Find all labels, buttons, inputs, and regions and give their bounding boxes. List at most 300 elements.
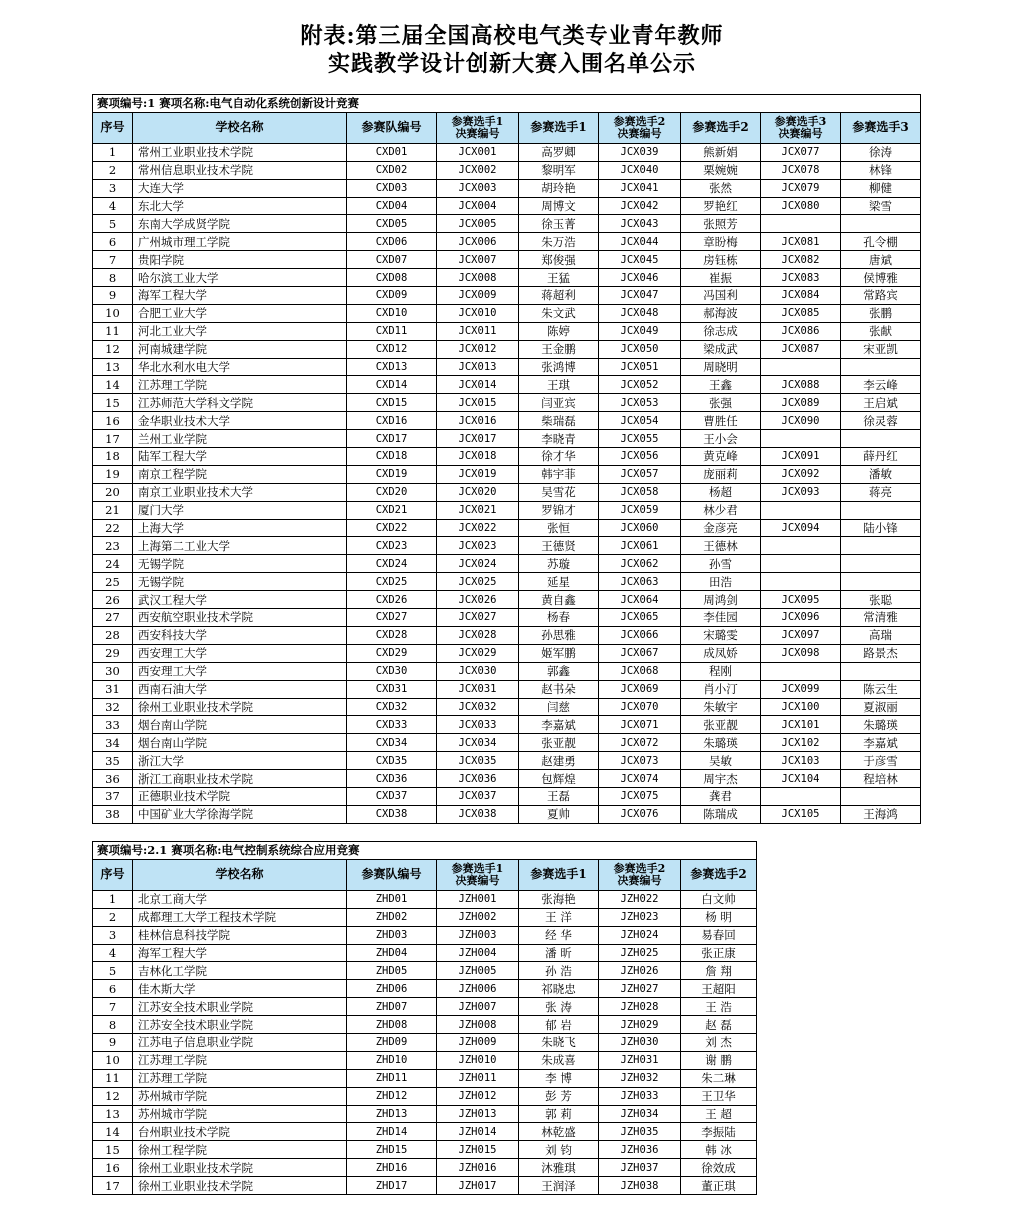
table-cell: JZH028 — [599, 998, 681, 1016]
table-cell: 8 — [93, 269, 133, 287]
table-cell: JZH033 — [599, 1087, 681, 1105]
table-cell: 肖小汀 — [681, 680, 761, 698]
table-cell: JCX068 — [599, 662, 681, 680]
table-cell: 罗艳红 — [681, 197, 761, 215]
table-cell: JCX062 — [599, 555, 681, 573]
table-cell: 王琪 — [519, 376, 599, 394]
table-cell: 江苏理工学院 — [133, 376, 347, 394]
table-cell: JZH010 — [437, 1051, 519, 1069]
table-cell: JCX064 — [599, 591, 681, 609]
table-cell: CXD34 — [347, 734, 437, 752]
table-row — [93, 376, 921, 394]
table-cell: 刘 杰 — [681, 1034, 757, 1052]
table-cell: JCX001 — [437, 143, 519, 161]
table-cell: 王海鸿 — [841, 805, 921, 823]
table-row — [93, 1051, 757, 1069]
table-cell: JZH027 — [599, 980, 681, 998]
table-cell: 29 — [93, 644, 133, 662]
table-cell: 郁 岩 — [519, 1016, 599, 1034]
table-row — [93, 787, 921, 805]
table-row — [93, 908, 757, 926]
table-cell: 38 — [93, 805, 133, 823]
table-cell: 苏州城市学院 — [133, 1087, 347, 1105]
contest-table-1 — [92, 94, 921, 824]
table-cell: 周晓明 — [681, 358, 761, 376]
table-row — [93, 448, 921, 466]
table-cell: 郭鑫 — [519, 662, 599, 680]
table-cell: 郑俊强 — [519, 251, 599, 269]
table-row — [93, 644, 921, 662]
table-cell: 张 涛 — [519, 998, 599, 1016]
table-cell: CXD36 — [347, 770, 437, 788]
table-cell: JCX027 — [437, 609, 519, 627]
table-cell: 19 — [93, 465, 133, 483]
table-cell: 河北工业大学 — [133, 322, 347, 340]
table-cell: 李晓青 — [519, 430, 599, 448]
table-cell: 延星 — [519, 573, 599, 591]
table-cell: 朱二琳 — [681, 1069, 757, 1087]
table-cell: 张正康 — [681, 944, 757, 962]
table-cell: CXD37 — [347, 787, 437, 805]
table-cell: CXD02 — [347, 161, 437, 179]
table-cell: CXD16 — [347, 412, 437, 430]
table-cell: JCX017 — [437, 430, 519, 448]
table-cell: 徐灵蓉 — [841, 412, 921, 430]
table-row — [93, 412, 921, 430]
table-cell: JZH013 — [437, 1105, 519, 1123]
table-cell: JZH002 — [437, 908, 519, 926]
table-cell: JZH014 — [437, 1123, 519, 1141]
table-cell: CXD29 — [347, 644, 437, 662]
table-cell: JCX102 — [761, 734, 841, 752]
table-cell: 夏淑丽 — [841, 698, 921, 716]
table-cell: JCX095 — [761, 591, 841, 609]
table-cell: 常路宾 — [841, 287, 921, 305]
table-cell: 张鸿博 — [519, 358, 599, 376]
table-cell: JCX041 — [599, 179, 681, 197]
table-cell: JCX065 — [599, 609, 681, 627]
table-cell: 北京工商大学 — [133, 890, 347, 908]
column-header: 参赛选手1 — [519, 859, 599, 890]
column-header: 参赛选手3 — [841, 112, 921, 143]
column-header-row — [93, 859, 757, 890]
table-cell: JCX090 — [761, 412, 841, 430]
table-cell: JZH026 — [599, 962, 681, 980]
table-cell: 程培林 — [841, 770, 921, 788]
table-cell: 成凤娇 — [681, 644, 761, 662]
table-cell: 西南石油大学 — [133, 680, 347, 698]
table-cell: 梁成武 — [681, 340, 761, 358]
table-cell: JCX070 — [599, 698, 681, 716]
table-cell: 江苏安全技术职业学院 — [133, 1016, 347, 1034]
table-cell: 郭 莉 — [519, 1105, 599, 1123]
table-cell: 张强 — [681, 394, 761, 412]
table-row — [93, 304, 921, 322]
table-cell: 江苏电子信息职业学院 — [133, 1034, 347, 1052]
table-cell: 金华职业技术大学 — [133, 412, 347, 430]
table-cell: ZHD05 — [347, 962, 437, 980]
table-cell: JCX030 — [437, 662, 519, 680]
table-row — [93, 998, 757, 1016]
table-row — [93, 501, 921, 519]
table-cell: JZH016 — [437, 1159, 519, 1177]
table-cell: 栗婉婉 — [681, 161, 761, 179]
table-row — [93, 1159, 757, 1177]
table-cell: 张海艳 — [519, 890, 599, 908]
table-cell: 闫慈 — [519, 698, 599, 716]
table-cell: JCX045 — [599, 251, 681, 269]
table-cell: CXD24 — [347, 555, 437, 573]
table-cell: CXD18 — [347, 448, 437, 466]
table-cell: 章盼梅 — [681, 233, 761, 251]
page-title: 附表:第三届全国高校电气类专业青年教师 — [300, 23, 724, 49]
table-cell: 高罗卿 — [519, 143, 599, 161]
table-cell: 吴雪花 — [519, 483, 599, 501]
table-cell: 常州信息职业技术学院 — [133, 161, 347, 179]
table-cell: 李嘉斌 — [519, 716, 599, 734]
table-cell: JZH031 — [599, 1051, 681, 1069]
table-cell: 王猛 — [519, 269, 599, 287]
table-cell: 4 — [93, 944, 133, 962]
table-cell: 田浩 — [681, 573, 761, 591]
table-cell: 李振陆 — [681, 1123, 757, 1141]
table-cell: CXD14 — [347, 376, 437, 394]
table-cell: 王德林 — [681, 537, 761, 555]
table-cell: CXD15 — [347, 394, 437, 412]
table-cell: ZHD13 — [347, 1105, 437, 1123]
table-cell: 海军工程大学 — [133, 944, 347, 962]
table-cell: 上海大学 — [133, 519, 347, 537]
table-cell: CXD03 — [347, 179, 437, 197]
table-cell: 陈婷 — [519, 322, 599, 340]
table-cell: 王小会 — [681, 430, 761, 448]
table-cell: 侯博雅 — [841, 269, 921, 287]
table-cell: JCX092 — [761, 465, 841, 483]
table-row — [93, 322, 921, 340]
table-cell: 15 — [93, 394, 133, 412]
table-cell: 1 — [93, 143, 133, 161]
table-cell: JCX096 — [761, 609, 841, 627]
table-cell: JZH017 — [437, 1177, 519, 1195]
table-row — [93, 430, 921, 448]
table-cell: 张献 — [841, 322, 921, 340]
table-cell: 夏帅 — [519, 805, 599, 823]
table-cell — [841, 358, 921, 376]
table-cell: 35 — [93, 752, 133, 770]
table-cell: JZH011 — [437, 1069, 519, 1087]
table-cell: 包辉煌 — [519, 770, 599, 788]
table-cell: 台州职业技术学院 — [133, 1123, 347, 1141]
table-cell: 林锋 — [841, 161, 921, 179]
table-cell: 江苏理工学院 — [133, 1069, 347, 1087]
table-row — [93, 519, 921, 537]
table-cell: 西安理工大学 — [133, 644, 347, 662]
table-cell: 徐州工业职业技术学院 — [133, 1159, 347, 1177]
table-cell: JCX076 — [599, 805, 681, 823]
table-cell: JZH012 — [437, 1087, 519, 1105]
table-cell — [841, 215, 921, 233]
table-cell: CXD21 — [347, 501, 437, 519]
table-cell: 30 — [93, 662, 133, 680]
table-cell: JCX059 — [599, 501, 681, 519]
table-cell: JCX043 — [599, 215, 681, 233]
table-cell: JCX016 — [437, 412, 519, 430]
table-cell: 哈尔滨工业大学 — [133, 269, 347, 287]
table-cell: JCX012 — [437, 340, 519, 358]
table-cell: 南京工程学院 — [133, 465, 347, 483]
table-cell: 西安科技大学 — [133, 626, 347, 644]
table-cell: CXD35 — [347, 752, 437, 770]
table-cell: 杨 明 — [681, 908, 757, 926]
table-cell: JCX082 — [761, 251, 841, 269]
table-cell: 33 — [93, 716, 133, 734]
table-cell: CXD09 — [347, 287, 437, 305]
table-cell: JZH009 — [437, 1034, 519, 1052]
table-cell: JZH038 — [599, 1177, 681, 1195]
table-cell: JCX081 — [761, 233, 841, 251]
table-cell: 梁雪 — [841, 197, 921, 215]
table-cell — [761, 787, 841, 805]
table-cell: 3 — [93, 179, 133, 197]
table-row — [93, 980, 757, 998]
table-cell: 27 — [93, 609, 133, 627]
table-cell: JCX069 — [599, 680, 681, 698]
table-cell: 18 — [93, 448, 133, 466]
table-cell: 黄自鑫 — [519, 591, 599, 609]
table-cell: 合肥工业大学 — [133, 304, 347, 322]
table-cell: CXD33 — [347, 716, 437, 734]
column-header: 参赛选手3 决赛编号 — [761, 112, 841, 143]
table-cell: 15 — [93, 1141, 133, 1159]
column-header: 参赛队编号 — [347, 112, 437, 143]
table-cell: 王 洋 — [519, 908, 599, 926]
table-cell: 王 浩 — [681, 998, 757, 1016]
table-cell: 8 — [93, 1016, 133, 1034]
table-cell: ZHD01 — [347, 890, 437, 908]
table-cell: JCX033 — [437, 716, 519, 734]
table-cell: 朱敏宇 — [681, 698, 761, 716]
column-header-row — [93, 112, 921, 143]
table-cell — [841, 787, 921, 805]
table-cell: 东北大学 — [133, 197, 347, 215]
table-row — [93, 233, 921, 251]
table-cell: 朱璐瑛 — [681, 734, 761, 752]
table-cell: JZH023 — [599, 908, 681, 926]
table-cell: 苏璇 — [519, 555, 599, 573]
table-row — [93, 555, 921, 573]
table-cell: JCX034 — [437, 734, 519, 752]
table-cell: 成都理工大学工程技术学院 — [133, 908, 347, 926]
table-row — [93, 340, 921, 358]
table-cell: JCX080 — [761, 197, 841, 215]
table-row — [93, 890, 757, 908]
table-cell: JCX055 — [599, 430, 681, 448]
table-cell: JCX013 — [437, 358, 519, 376]
table-cell: 姬军鹏 — [519, 644, 599, 662]
table-cell: 徐效成 — [681, 1159, 757, 1177]
table-row — [93, 734, 921, 752]
table-cell: 大连大学 — [133, 179, 347, 197]
table-row — [93, 269, 921, 287]
table-cell: JCX039 — [599, 143, 681, 161]
table-cell: JCX105 — [761, 805, 841, 823]
table-cell: JCX010 — [437, 304, 519, 322]
table-cell: 南京工业职业技术大学 — [133, 483, 347, 501]
table-cell: 白文帅 — [681, 890, 757, 908]
table-cell — [761, 537, 841, 555]
table-cell: JCX071 — [599, 716, 681, 734]
table-cell: JCX078 — [761, 161, 841, 179]
table-cell: 河南城建学院 — [133, 340, 347, 358]
table-cell: 李佳园 — [681, 609, 761, 627]
table-cell: JCX091 — [761, 448, 841, 466]
section-header-row — [93, 95, 921, 113]
table-cell: 广州城市理工学院 — [133, 233, 347, 251]
table-cell: 胡玲艳 — [519, 179, 599, 197]
table-row — [93, 573, 921, 591]
table-cell: 熊新娟 — [681, 143, 761, 161]
table-cell: JCX072 — [599, 734, 681, 752]
table-cell: ZHD17 — [347, 1177, 437, 1195]
table-cell: 李云峰 — [841, 376, 921, 394]
table-cell: 佳木斯大学 — [133, 980, 347, 998]
table-cell: JCX053 — [599, 394, 681, 412]
table-cell: JCX057 — [599, 465, 681, 483]
table-cell: JCX046 — [599, 269, 681, 287]
table-cell: JZH025 — [599, 944, 681, 962]
table-cell: 江苏安全技术职业学院 — [133, 998, 347, 1016]
table-row — [93, 591, 921, 609]
table-cell — [841, 555, 921, 573]
table-cell: 吴敏 — [681, 752, 761, 770]
table-cell: 华北水利水电大学 — [133, 358, 347, 376]
table-cell: 王 超 — [681, 1105, 757, 1123]
table-cell: 金彦亮 — [681, 519, 761, 537]
table-cell: 孙思雅 — [519, 626, 599, 644]
table-cell: ZHD11 — [347, 1069, 437, 1087]
table-cell: JCX028 — [437, 626, 519, 644]
table-cell: JCX014 — [437, 376, 519, 394]
table-cell: 海军工程大学 — [133, 287, 347, 305]
table-cell: 黄克峰 — [681, 448, 761, 466]
table-cell: 宋亚凯 — [841, 340, 921, 358]
table-cell: 无锡学院 — [133, 555, 347, 573]
column-header: 参赛选手2 — [681, 859, 757, 890]
table-cell: 9 — [93, 1034, 133, 1052]
table-cell: JCX003 — [437, 179, 519, 197]
table-row — [93, 962, 757, 980]
table-cell: JZH036 — [599, 1141, 681, 1159]
table-cell: 贵阳学院 — [133, 251, 347, 269]
table-row — [93, 215, 921, 233]
column-header: 序号 — [93, 112, 133, 143]
table-cell: CXD10 — [347, 304, 437, 322]
table-cell: 林乾盛 — [519, 1123, 599, 1141]
table-cell: JCX103 — [761, 752, 841, 770]
table-cell: 无锡学院 — [133, 573, 347, 591]
column-header: 参赛队编号 — [347, 859, 437, 890]
table-cell: 14 — [93, 376, 133, 394]
column-header: 参赛选手2 决赛编号 — [599, 112, 681, 143]
table-cell: CXD26 — [347, 591, 437, 609]
table-cell: ZHD15 — [347, 1141, 437, 1159]
table-cell: 厦门大学 — [133, 501, 347, 519]
table-cell: 朱成喜 — [519, 1051, 599, 1069]
table-cell: 董正琪 — [681, 1177, 757, 1195]
table-cell: 冯国利 — [681, 287, 761, 305]
table-cell: 赵 磊 — [681, 1016, 757, 1034]
table-cell: 周鸿剑 — [681, 591, 761, 609]
table-row — [93, 1141, 757, 1159]
table-cell: JCX032 — [437, 698, 519, 716]
table-cell: 张然 — [681, 179, 761, 197]
table-cell: 徐才华 — [519, 448, 599, 466]
table-row — [93, 161, 921, 179]
table-cell: 常州工业职业技术学院 — [133, 143, 347, 161]
table-cell: JCX009 — [437, 287, 519, 305]
table-cell: CXD08 — [347, 269, 437, 287]
table-cell: 苏州城市学院 — [133, 1105, 347, 1123]
table-cell: 王卫华 — [681, 1087, 757, 1105]
table-row — [93, 944, 757, 962]
table-cell: JCX100 — [761, 698, 841, 716]
table-cell: 10 — [93, 1051, 133, 1069]
table-cell: 28 — [93, 626, 133, 644]
table-cell: 徐州工业职业技术学院 — [133, 1177, 347, 1195]
table-cell: 闫亚宾 — [519, 394, 599, 412]
table-cell: 22 — [93, 519, 133, 537]
table-cell: JCX097 — [761, 626, 841, 644]
table-cell: 李 博 — [519, 1069, 599, 1087]
table-cell: JCX101 — [761, 716, 841, 734]
table-cell: JCX084 — [761, 287, 841, 305]
table-cell: 7 — [93, 251, 133, 269]
table-cell: JCX002 — [437, 161, 519, 179]
section-header: 赛项编号:1 赛项名称:电气自动化系统创新设计竞赛 — [93, 95, 921, 113]
table-cell: CXD01 — [347, 143, 437, 161]
table-cell: ZHD02 — [347, 908, 437, 926]
table-cell: 王鑫 — [681, 376, 761, 394]
table-cell: 谢 鹏 — [681, 1051, 757, 1069]
table-cell: 薛丹红 — [841, 448, 921, 466]
table-cell: CXD27 — [347, 609, 437, 627]
table-cell: 于彦雪 — [841, 752, 921, 770]
table-cell: 杨超 — [681, 483, 761, 501]
table-row — [93, 698, 921, 716]
table-cell: 蒋亮 — [841, 483, 921, 501]
table-cell: JZH024 — [599, 926, 681, 944]
table-row — [93, 1123, 757, 1141]
table-cell: 5 — [93, 962, 133, 980]
table-cell: 朱万浩 — [519, 233, 599, 251]
table-cell: JZH005 — [437, 962, 519, 980]
table-cell: JZH035 — [599, 1123, 681, 1141]
table-row — [93, 197, 921, 215]
table-cell: JCX083 — [761, 269, 841, 287]
table-cell: JCX037 — [437, 787, 519, 805]
table-cell: JCX031 — [437, 680, 519, 698]
table-cell: JCX089 — [761, 394, 841, 412]
table-cell: CXD04 — [347, 197, 437, 215]
table-row — [93, 716, 921, 734]
table-row — [93, 483, 921, 501]
table-cell: 朱文武 — [519, 304, 599, 322]
table-cell: CXD19 — [347, 465, 437, 483]
table-cell: JCX018 — [437, 448, 519, 466]
table-cell: 柴瑞磊 — [519, 412, 599, 430]
table-cell: 26 — [93, 591, 133, 609]
table-cell: 张鹏 — [841, 304, 921, 322]
